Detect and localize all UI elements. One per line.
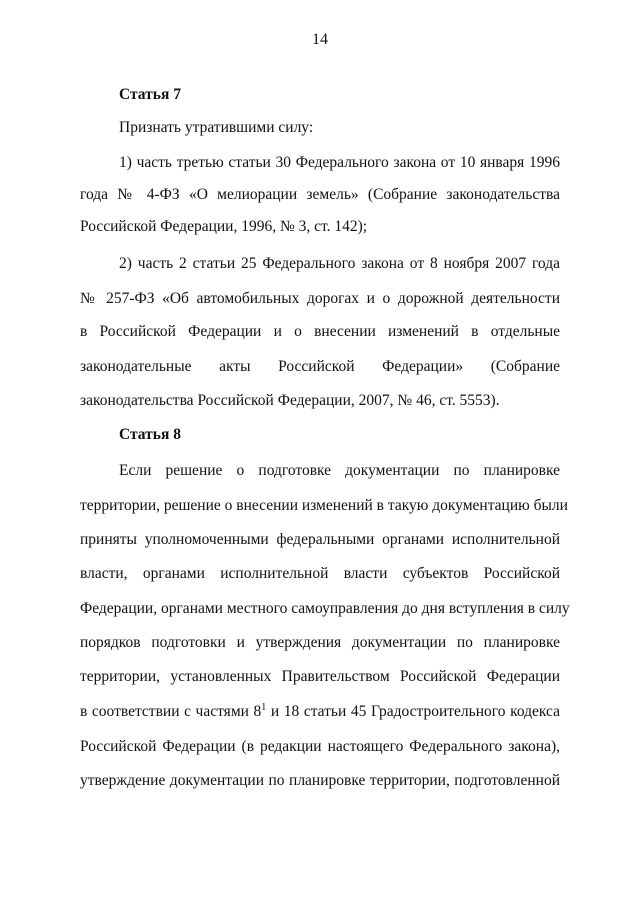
- article-7-line-7: законодательные акты Российской Федерации» (Собрание: [80, 358, 560, 375]
- superscript-1: 1: [261, 702, 267, 713]
- article-7-heading: Статья 7: [119, 86, 181, 103]
- article-8-line-8-end: и 18 статьи 45 Градостроительного кодекса: [266, 703, 560, 720]
- article-8-line-5: Федерации, органами местного самоуправления до дня вступления в силу: [80, 600, 570, 617]
- article-7-line-6: в Российской Федерации и о внесении изменений в отдельные: [80, 323, 560, 340]
- article-7-intro: Признать утратившими силу:: [119, 119, 314, 136]
- article-8-line-3: приняты уполномоченными федеральными органами исполнительной: [80, 531, 560, 548]
- article-8-line-8: [80, 702, 560, 722]
- article-8-line-7: территории, установленных Правительством Российской Федерации: [80, 668, 560, 685]
- article-8-line-6: порядков подготовки и утверждения документации по планировке: [80, 634, 560, 651]
- article-8-line-2: территории, решение о внесении изменений в такую документацию были: [80, 497, 568, 514]
- article-8-heading: Статья 8: [119, 426, 181, 443]
- article-8-line-8-start: в соответствии с частями 8: [80, 703, 262, 720]
- article-8-line-1: Если решение о подготовке документации по планировке: [119, 462, 560, 479]
- article-7-line-5: № 257-ФЗ «Об автомобильных дорогах и о дорожной деятельности: [80, 290, 560, 307]
- article-7-line-1: 1) часть третью статьи 30 Федерального закона от 10 января 1996: [119, 154, 560, 171]
- article-8-line-9: Российской Федерации (в редакции настоящего Федерального закона),: [80, 738, 560, 755]
- article-7-line-3: Российской Федерации, 1996, № 3, ст. 142);: [80, 218, 368, 235]
- article-8-line-10: утверждение документации по планировке территории, подготовленной: [80, 772, 560, 789]
- article-7-line-4: 2) часть 2 статьи 25 Федерального закона от 8 ноября 2007 года: [119, 255, 560, 272]
- page-number: 14: [312, 31, 328, 48]
- article-7-line-2: года № 4-ФЗ «О мелиорации земель» (Собрание законодательства: [80, 186, 560, 203]
- article-8-line-4: власти, органами исполнительной власти субъектов Российской: [80, 565, 560, 582]
- article-7-line-8: законодательства Российской Федерации, 2007, № 46, ст. 5553).: [80, 392, 500, 409]
